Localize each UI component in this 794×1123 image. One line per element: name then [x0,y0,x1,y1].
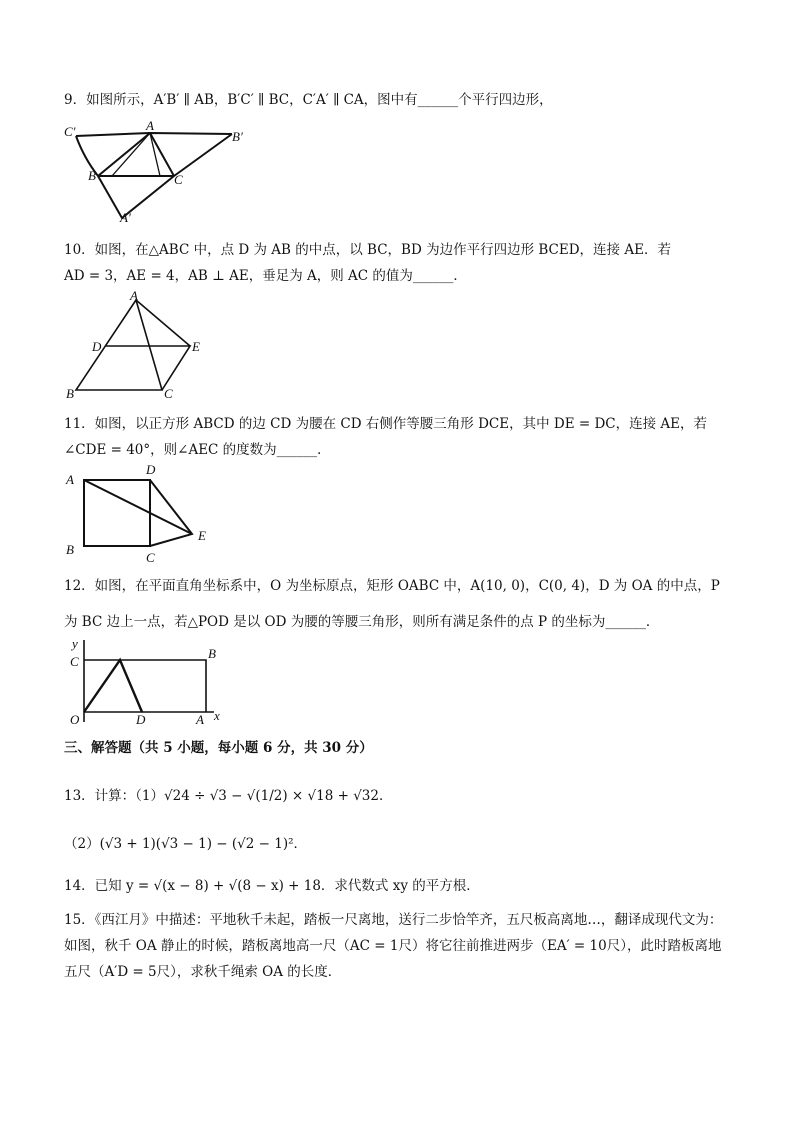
label-b: B [88,168,96,183]
q10-figure [62,290,212,402]
q13-line2: （2）(√3 + 1)(√3 − 1) − (√2 − 1)²． [64,836,308,852]
q15-line2: 如图，秋千 OA 静止的时候，踏板离地高一尺（AC = 1尺）将它往前推进两步（EA′ = 10尺），此时踏板离地 [64,938,722,954]
label-c: C [146,550,155,565]
label-y: y [72,636,78,651]
q12-line2: 为 BC 边上一点，若△POD 是以 OD 为腰的等腰三角形，则所有满足条件的点 P 的坐标为______． [64,614,660,630]
label-b: B [208,646,216,661]
label-d: D [136,712,146,727]
label-b-prime: B′ [232,129,243,144]
q9-text: 9．如图所示，A′B′ ∥ AB，B′C′ ∥ BC，C′A′ ∥ CA，图中有______个平行四边形， [64,92,553,108]
q11-line1: 11．如图，以正方形 ABCD 的边 CD 为腰在 CD 右侧作等腰三角形 DCE，其中 DE = DC，连接 AE，若 [64,416,708,432]
q15-line1: 15．《西江月》中描述：平地秋千未起，踏板一尺离地，送行二步恰竿齐，五尺板高离地…，翻译成现代文为： [64,912,723,928]
label-d: D [146,462,156,477]
label-a-prime: A′ [120,210,131,225]
q9-figure [62,118,252,226]
label-c-prime: C′ [64,124,76,139]
q12-figure [62,636,232,728]
q11-figure [62,460,222,566]
q10-line1: 10．如图，在△ABC 中，点 D 为 AB 的中点，以 BC，BD 为边作平行四边形 BCED，连接 AE．若 [64,242,671,258]
label-d: D [92,339,102,354]
label-c: C [174,172,183,187]
label-a: A [196,712,204,727]
q10-line2: AD = 3，AE = 4，AB ⊥ AE，垂足为 A，则 AC 的值为______． [64,268,467,284]
label-b: B [66,386,74,401]
label-e: E [198,528,206,543]
label-a: A [66,472,74,487]
label-o: O [70,712,80,727]
label-b: B [66,542,74,557]
q15-line3: 五尺（A′D = 5尺），求秋千绳索 OA 的长度． [64,964,342,980]
section-heading: 三、解答题（共 5 小题，每小题 6 分，共 30 分） [64,740,373,756]
label-x: x [214,708,220,723]
label-c: C [164,386,173,401]
q13-line1: 13．计算：（1）√24 ÷ √3 − √(1/2) × √18 + √32． [64,788,393,804]
q14-text: 14．已知 y = √(x − 8) + √(8 − x) + 18．求代数式 xy 的平方根． [64,878,480,894]
q12-line1: 12．如图，在平面直角坐标系中，O 为坐标原点，矩形 OABC 中，A(10, 0)，C(0, 4)，D 为 OA 的中点，P [64,578,720,594]
label-a: A [130,290,138,303]
label-a: A [146,118,154,133]
q11-line2: ∠CDE = 40°，则∠AEC 的度数为______． [64,442,331,458]
label-e: E [192,339,200,354]
label-c: C [70,654,79,669]
